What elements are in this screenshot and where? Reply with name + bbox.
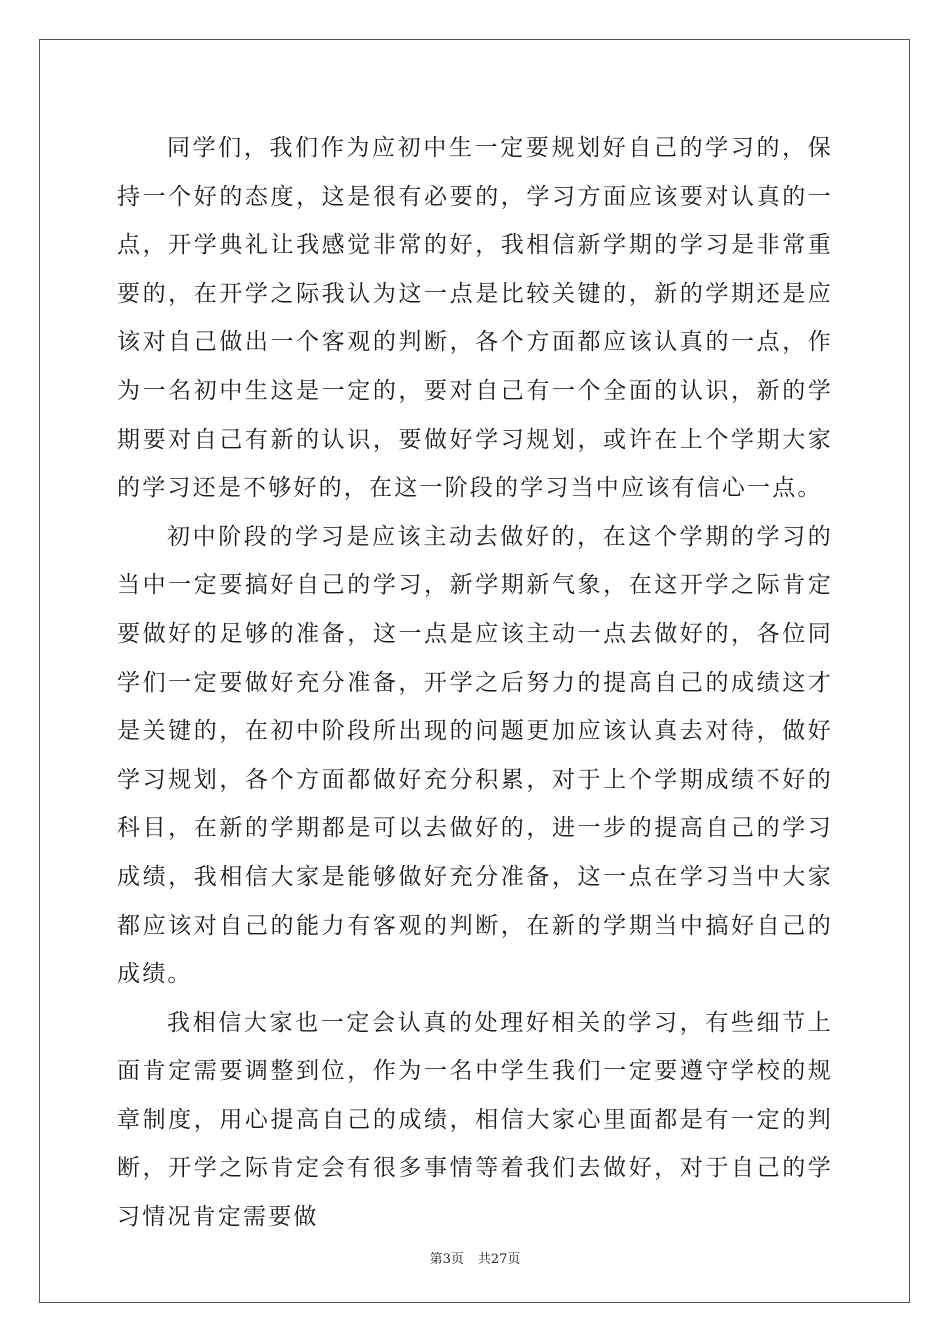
document-body [117, 124, 833, 1242]
page-number: 第3页 [429, 1252, 464, 1267]
paragraph-1: 同学们，我们作为应初中生一定要规划好自己的学习的，保持一个好的态度，这是很有必要的，学习方面应该要对认真的一点，开学典礼让我感觉非常的好，我相信新学期的学习是非常重要的，在开学之际我认为这一点是比较关键的，新的学期还是应该对自己做出一个客观的判断，各个方面都应该认真的一点，作为一名初中生这是一定的，要对自己有一个全面的认识，新的学期要对自己有新的认识，要做好学习规划，或许在上个学期大家的学习还是不够好的，在这一阶段的学习当中应该有信心一点。 [117, 135, 833, 502]
page-total: 共27页 [477, 1252, 521, 1267]
paragraph-2: 初中阶段的学习是应该主动去做好的，在这个学期的学习的当中一定要搞好自己的学习，新学期新气象，在这开学之际肯定要做好的足够的准备，这一点是应该主动一点去做好的，各位同学们一定要做好充分准备，开学之后努力的提高自己的成绩这才是关键的，在初中阶段所出现的问题更加应该认真去对待，做好学习规划，各个方面都做好充分积累，对于上个学期成绩不好的科目，在新的学期都是可以去做好的，进一步的提高自己的学习成绩，我相信大家是能够做好充分准备，这一点在学习当中大家都应该对自己的能力有客观的判断，在新的学期当中搞好自己的成绩。 [117, 523, 833, 988]
page-footer [0, 1248, 950, 1267]
paragraph-3: 我相信大家也一定会认真的处理好相关的学习，有些细节上面肯定需要调整到位，作为一名中学生我们一定要遵守学校的规章制度，用心提高自己的成绩，相信大家心里面都是有一定的判断，开学之际肯定会有很多事情等着我们去做好，对于自己的学习情况肯定需要做 [117, 1009, 833, 1231]
